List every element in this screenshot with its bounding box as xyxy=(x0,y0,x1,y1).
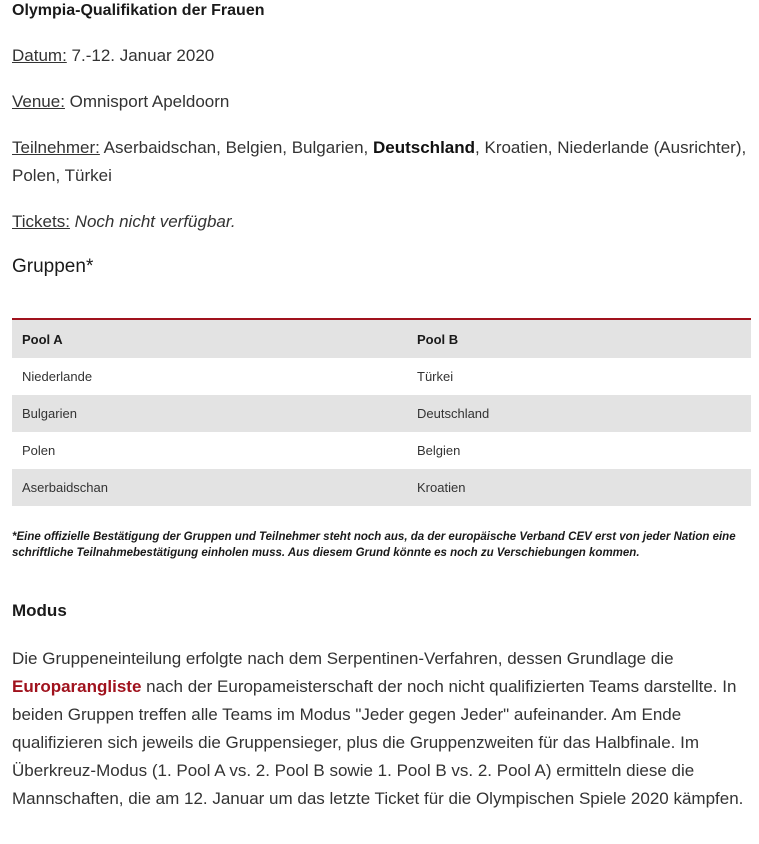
groups-heading: Gruppen* xyxy=(12,256,94,277)
groups-table xyxy=(12,318,751,506)
modus-text-after: nach der Europameisterschaft der noch nicht qualifizierten Teams darstellte. In beiden Gruppen treffen alle Teams im Modus "Jeder gegen Jeder" aufeinander. Am Ende qualifizieren sich jeweils die Gruppensieger, plus die Gruppenzweiten für das Halbfinale. Im Überkreuz-Modus (1. Pool A vs. 2. Pool B sowie 1. Pool B vs. 2. Pool A) ermitteln diese die Mannschaften, die am 12. Januar um das letzte Ticket für die Olympischen Spiele 2020 kämpfen. xyxy=(12,677,744,808)
table-cell: Polen xyxy=(12,432,407,469)
table-cell: Kroatien xyxy=(407,469,751,506)
table-cell: Niederlande xyxy=(12,358,407,395)
venue-label: Venue: xyxy=(12,92,65,111)
datum-label: Datum: xyxy=(12,46,67,65)
page-title: Olympia-Qualifikation der Frauen xyxy=(12,2,265,19)
teilnehmer-highlight: Deutschland xyxy=(373,138,476,157)
europarangliste-link[interactable]: Europarangliste xyxy=(12,677,142,696)
tickets-label: Tickets: xyxy=(12,212,70,231)
table-cell: Deutschland xyxy=(407,395,751,432)
table-cell: Belgien xyxy=(407,432,751,469)
info-venue xyxy=(12,88,752,116)
table-row xyxy=(12,395,751,432)
modus-text-before: Die Gruppeneinteilung erfolgte nach dem Serpentinen-Verfahren, dessen Grundlage die xyxy=(12,649,674,668)
table-row xyxy=(12,469,751,506)
table-cell: Bulgarien xyxy=(12,395,407,432)
teilnehmer-value-after: , Kroatien, Niederlande (Ausrichter), Polen, Türkei xyxy=(12,138,747,185)
table-header-pool-a: Pool A xyxy=(12,320,407,358)
info-datum xyxy=(12,42,752,70)
info-tickets xyxy=(12,208,752,236)
table-header-pool-b: Pool B xyxy=(407,320,751,358)
table-cell: Aserbaidschan xyxy=(12,469,407,506)
info-teilnehmer xyxy=(12,134,752,190)
table-cell: Türkei xyxy=(407,358,751,395)
teilnehmer-value-before: Aserbaidschan, Belgien, Bulgarien, xyxy=(99,138,373,157)
teilnehmer-label: Teilnehmer: xyxy=(12,138,100,157)
tickets-value: Noch nicht verfügbar. xyxy=(74,212,236,231)
groups-footnote: *Eine offizielle Bestätigung der Gruppen und Teilnehmer steht noch aus, da der europäische Verband CEV erst von jeder Nation eine schriftliche Teilnahmebestätigung einholen muss. Aus diesem Grund könnte es noch zu Verschiebungen kommen. xyxy=(12,531,736,559)
table-row xyxy=(12,432,751,469)
table-header-row xyxy=(12,320,751,358)
modus-heading: Modus xyxy=(12,601,67,620)
modus-paragraph xyxy=(12,645,752,813)
table-row xyxy=(12,358,751,395)
venue-value: Omnisport Apeldoorn xyxy=(64,92,230,111)
datum-value: 7.-12. Januar 2020 xyxy=(66,46,215,65)
